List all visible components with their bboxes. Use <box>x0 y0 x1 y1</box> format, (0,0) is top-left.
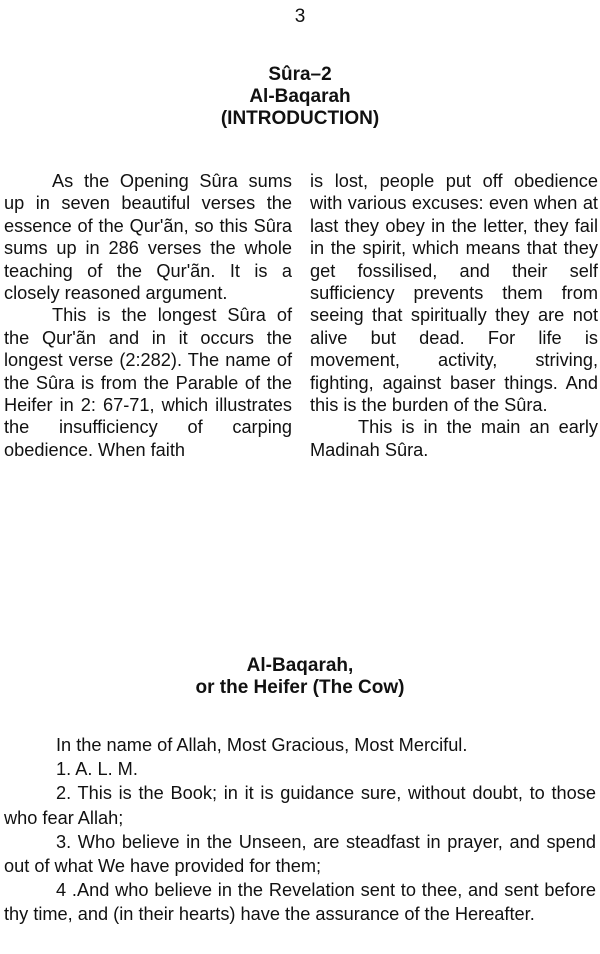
section-heading <box>0 655 600 699</box>
introduction-title: (INTRODUCTION) <box>220 108 380 129</box>
intro-heading <box>0 64 600 130</box>
verses-block <box>4 733 596 927</box>
verse-invocation: In the name of Allah, Most Gracious, Most Merciful. <box>56 735 468 755</box>
intro-paragraph: This is the longest Sûra of the Qur'ãn and in it occurs the longest verse (2:282). The name of the Sûra is from the Parable of the Heifer in 2: 67-71, which illustrates the insufficiency of carping obedience. When faith <box>4 305 292 460</box>
verse-4: 4 .And who believe in the Revelation sent to thee, and sent before thy time, and (in their hearts) have the assurance of the Hereafter. <box>4 880 596 925</box>
intro-paragraph-continued: is lost, people put off obedience with various excuses: even when at last they obey in the letter, they fail in the spirit, which means that they get fossilised, and their self sufficiency prevents them from seeing that spiritually they are not alive but dead. For life is movement, activity, striving, fighting, against baser things. And this is the burden of the Sûra. <box>310 171 598 416</box>
verse-1: 1. A. L. M. <box>56 759 138 780</box>
page-number: 3 <box>294 6 306 27</box>
sura-number-title: Sûra–2 <box>268 64 332 85</box>
section-title-line1: Al-Baqarah, <box>246 655 354 676</box>
verse-3: 3. Who believe in the Unseen, are steadfast in prayer, and spend out of what We have provided for them; <box>4 831 596 877</box>
intro-paragraph: As the Opening Sûra sums up in seven beautiful verses the essence of the Qur'ãn, so this Sûra sums up in 286 verses the whole teaching of the Qur'ãn. It is a closely reasoned argument. <box>4 171 292 304</box>
sura-name-title: Al-Baqarah <box>249 86 351 107</box>
right-column <box>310 170 598 461</box>
verse-2: 2. This is the Book; in it is guidance sure, without doubt, to those who fear Allah; <box>4 783 596 828</box>
intro-paragraph: This is in the main an early Madinah Sûra. <box>310 417 598 460</box>
left-column <box>4 170 292 461</box>
introduction-columns <box>4 170 598 461</box>
section-title-line2: or the Heifer (The Cow) <box>195 677 405 698</box>
